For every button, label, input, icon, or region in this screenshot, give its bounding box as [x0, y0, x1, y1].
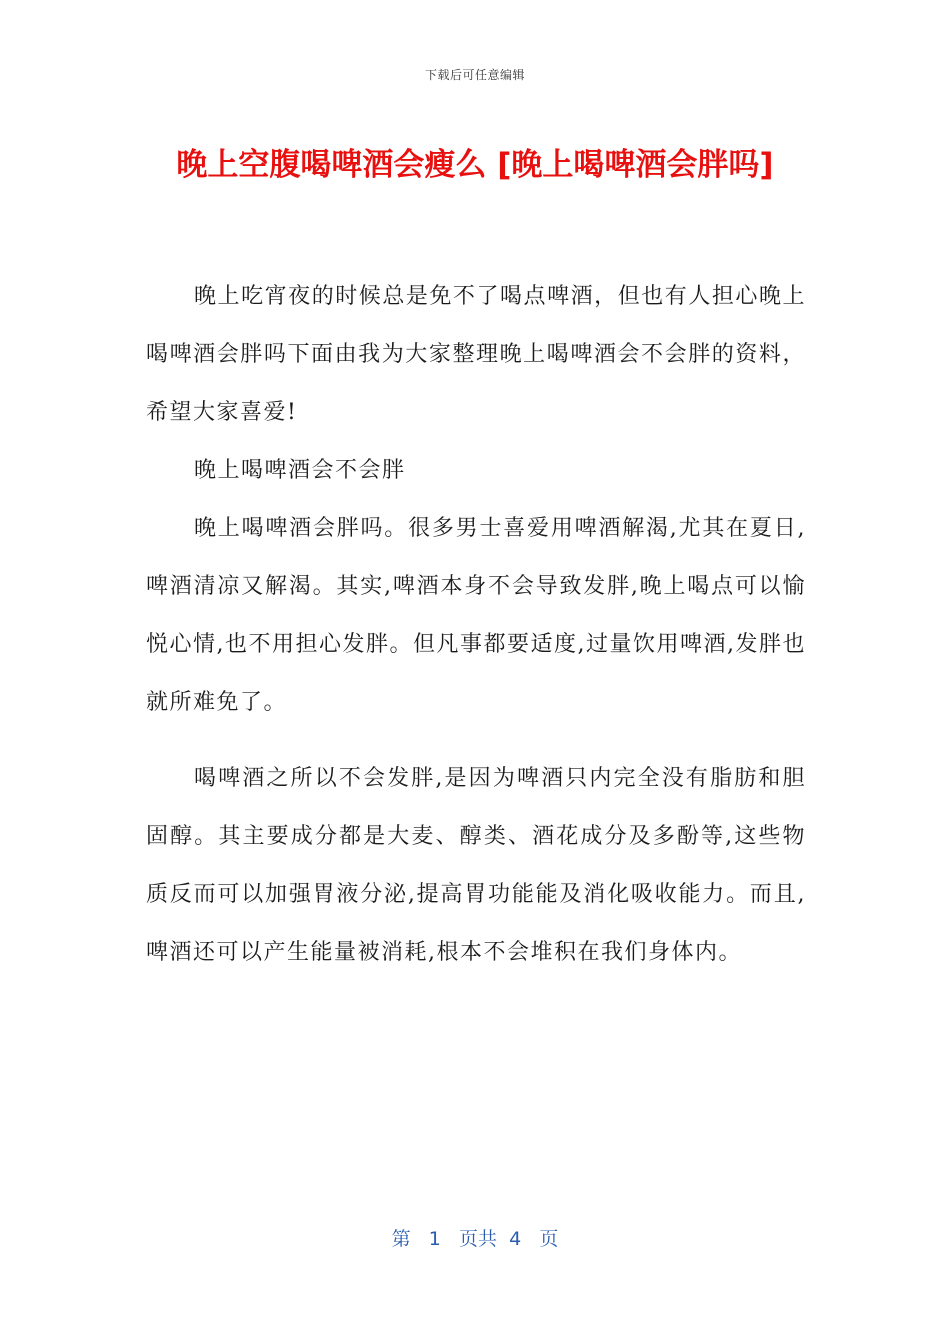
header-note: 下载后可任意编辑	[424, 68, 525, 82]
paragraph-intro: 晚上吃宵夜的时候总是免不了喝点啤酒，但也有人担心晚上喝啤酒会胖吗下面由我为大家整理晚上喝啤酒会不会胖的资料，希望大家喜爱!	[146, 284, 806, 425]
total-pages-number: 4	[509, 1228, 522, 1250]
paragraph-subheading: 晚上喝啤酒会不会胖	[194, 458, 406, 483]
page-prefix: 第	[391, 1228, 411, 1250]
current-page-number: 1	[428, 1228, 441, 1250]
page-footer	[0, 1224, 950, 1251]
page-middle: 页共	[459, 1228, 498, 1250]
paragraph-main: 晚上喝啤酒会胖吗。很多男士喜爱用啤酒解渴,尤其在夏日,啤酒清凉又解渴。其实,啤酒本身不会导致发胖,晚上喝点可以愉悦心情,也不用担心发胖。但凡事都要适度,过量饮用啤酒,发胖也就所难免了。	[146, 516, 806, 715]
document-body	[146, 268, 806, 982]
page-suffix: 页	[539, 1228, 559, 1250]
document-title: 晚上空腹喝啤酒会瘦么 [晚上喝啤酒会胖吗]	[176, 147, 774, 183]
paragraph-reason: 喝啤酒之所以不会发胖,是因为啤酒只内完全没有脂肪和胆固醇。其主要成分都是大麦、醇类、酒花成分及多酚等,这些物质反而可以加强胃液分泌,提高胃功能能及消化吸收能力。而且,啤酒还可以产生能量被消耗,根本不会堆积在我们身体内。	[146, 766, 806, 965]
